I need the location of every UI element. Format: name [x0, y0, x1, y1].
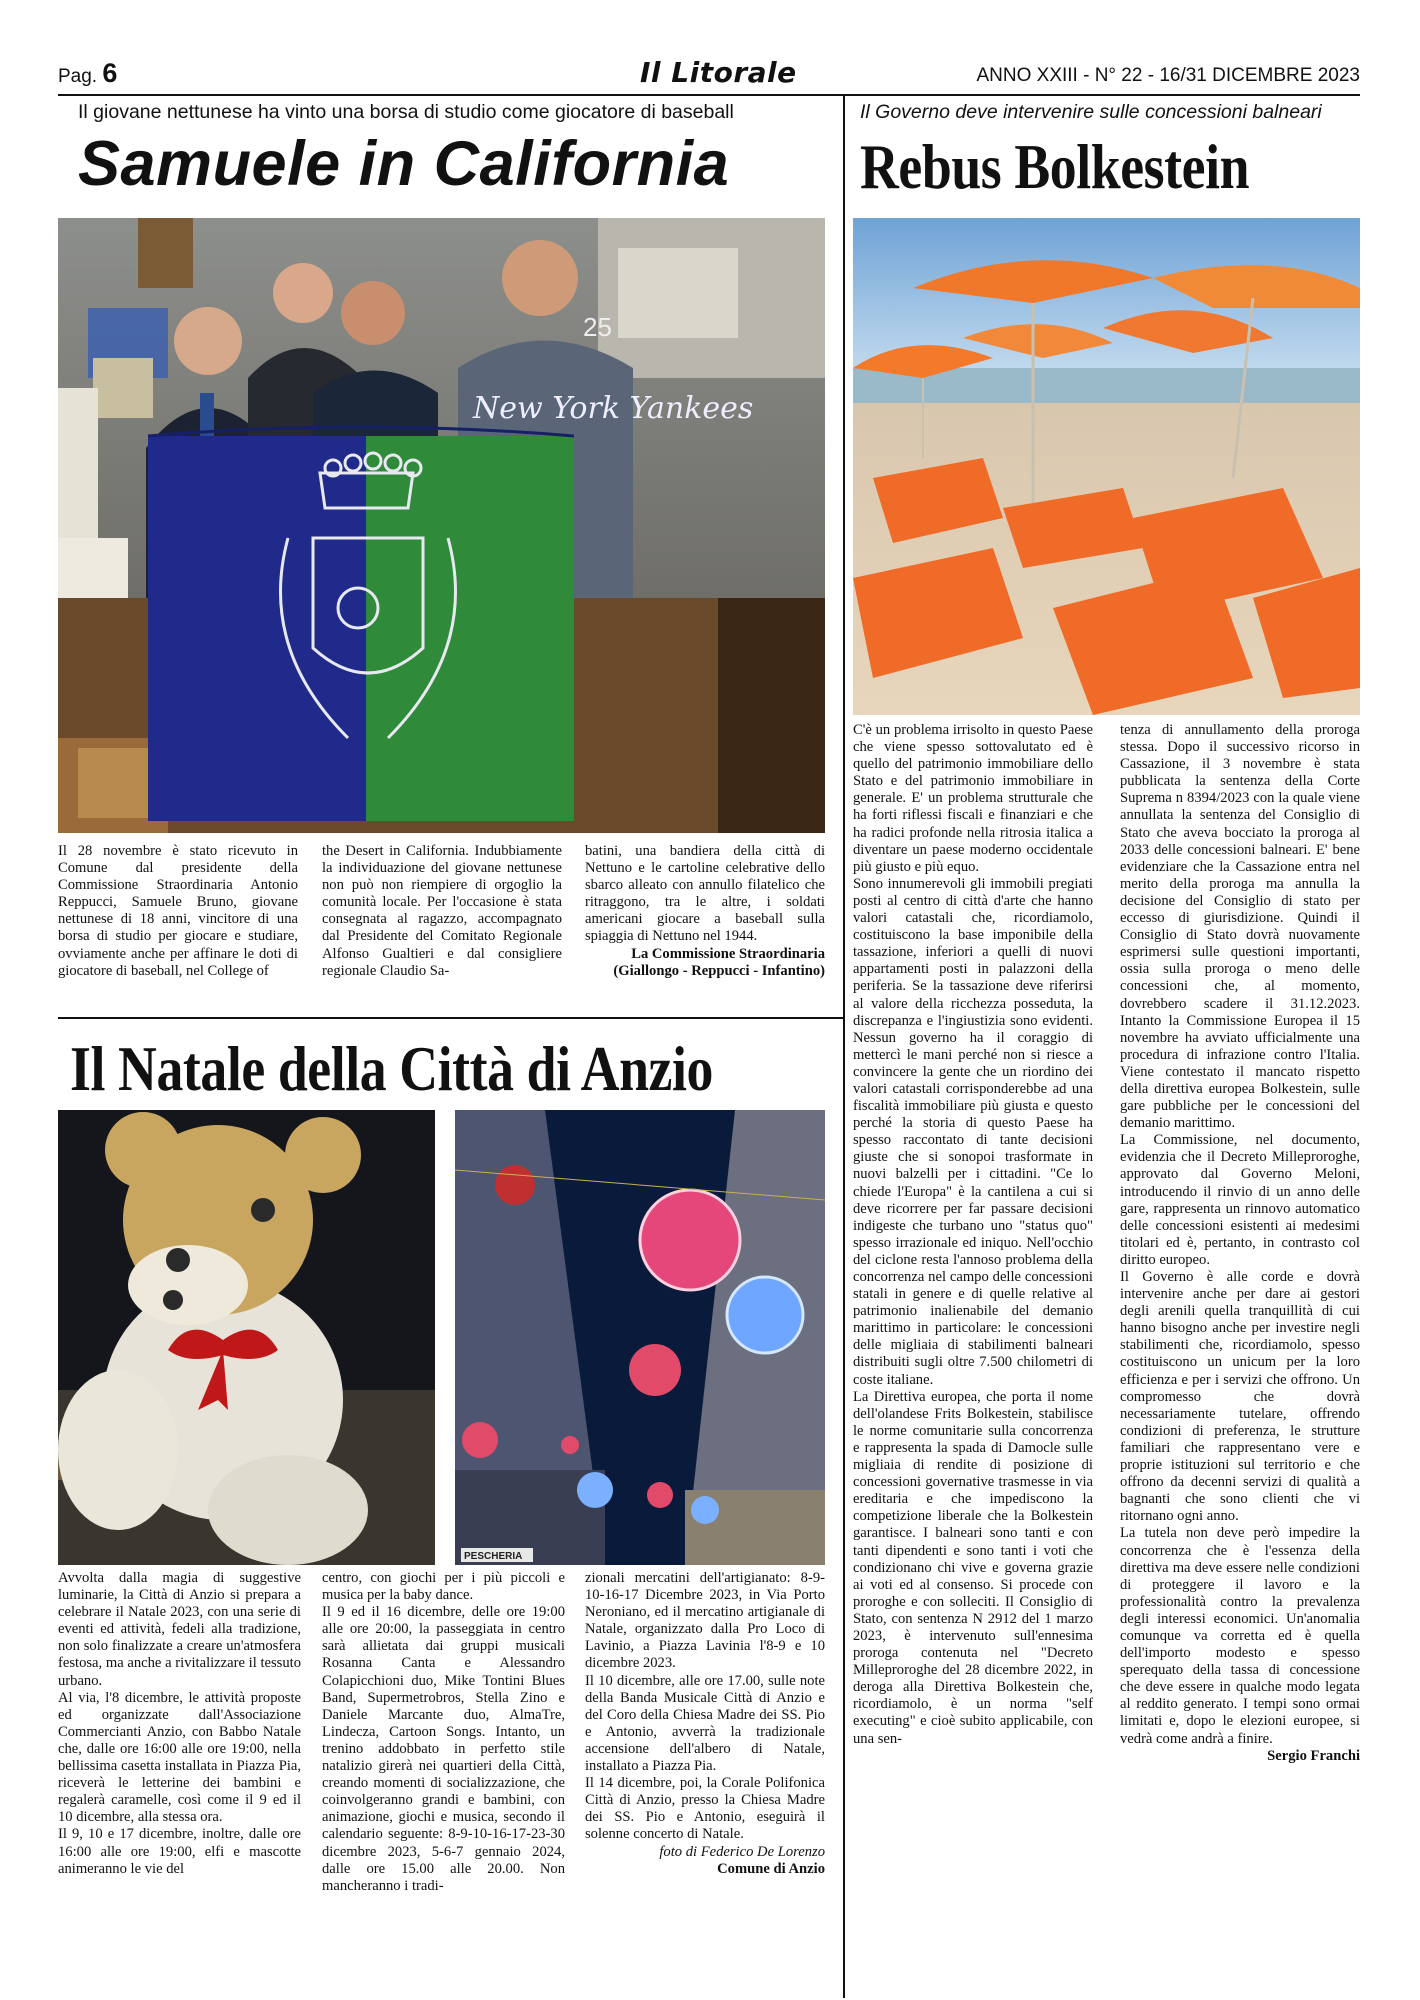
samuele-column-1 [58, 843, 298, 1013]
natale-col3-p2: Il 10 dicembre, alle ore 17.00, sulle note della Banda Musicale Città di Anzio e del Coro della Chiesa Madre dei SS. Pio e Antonio, avverrà la tradizionale accensione dell'albero di Natale, installato a Piazza Pia. [585, 1672, 825, 1775]
samuele-title: Samuele in California [78, 129, 730, 199]
street-lights-photo [455, 1110, 825, 1565]
teddy-bear-photo [58, 1110, 435, 1565]
header-rule [58, 94, 1360, 96]
samuele-photo-illustration [58, 218, 825, 833]
natale-column-3 [585, 1570, 825, 1995]
samuele-col3-text: batini, una bandiera della città di Nettuno e le cartoline celebrative dello sbarco alleato con annullo filatelico che ritraggono, tra le altre, i soldati americani giocare a baseball sulla spiaggia di Nettuno nel 1944. [585, 843, 825, 945]
samuele-signature: La Commissione Straordinaria [631, 945, 825, 962]
main-column-divider [843, 96, 845, 1998]
samuele-signature-names: (Giallongo - Reppucci - Infantino) [613, 962, 825, 979]
section-divider [58, 1017, 843, 1019]
samuele-col1-text: Il 28 novembre è stato ricevuto in Comune dal presidente della Commissione Straordinaria Antonio Reppucci, Samuele Bruno, giovane nettunese di 18 anni, vincitore di una borsa di studio per giocare e studiare, ovviamente anche per affinare le doti di giocatore di baseball, nel College of [58, 843, 298, 979]
natale-title: Il Natale della Città di Anzio [70, 1033, 713, 1104]
natale-col2-p2: Il 9 ed il 16 dicembre, delle ore 19:00 alle ore 20:00, la passeggiata in centro sarà allietata dai gruppi musicali Rosanna Canta e Alessandro Colapicchioni duo, Mike Tontini Blues Band, Supermetrobros, Stella Zino e Daniele Marcante duo, AlmaTre, Lindecza, Cartoon Songs. Intanto, un trenino addobbato in perfetto stile natalizio girerà nei quartieri della Città, creando momenti di socializzazione, che coinvolgeranno grandi e bambini, con animazione, giochi e musica, secondo il calendario seguente: 8-9-10-16-17-23-30 dicembre 2023, 5-6-7 gennaio 2024, dalle ore 15.00 alle 20.00. Non mancheranno i tradi- [322, 1604, 565, 1894]
street-lights-illustration [455, 1110, 825, 1565]
bolkestein-col1-p2: Sono innumerevoli gli immobili pregiati posti al centro di città d'arte che hanno valori catastali che, ricordiamolo, costituiscono la base imponibile della tassazione, inferiori a quelli di nuovi appartamenti posti in palazzoni della periferia. Se la tassazione deve riferirsi al valore della ricchezza posseduta, la discrepanza e l'ingiustizia sono evidenti. Nessun governo ha il coraggio di mettercì le mani perché non si riesce a convincere la gente che un riordino dei valori catastali corrisponderebbe ad una fiscalità immobiliare più giusta e questo perché la storia di questo Paese ha spesso raccontato di tante decisioni giuste che si sonopoi trasformate in nuovi balzelli per i cittadini. "Ce lo chiede l'Europa" è la cantilena a cui si deve ricorrere per far passare decisioni indigeste che turbano uno "status quo" spesso irrazionale ed iniquo. Nell'occhio del ciclone resta l'annoso problema della concorrenza nel campo delle concessioni statali in genere e di quelle relative al patrimonio inalienabile del demanio marittimo in particolare: le concessioni delle migliaia di stabilimenti balneari distribuiti sugli oltre 7.500 chilometri di coste italiane. [853, 875, 1093, 1388]
shirt-text: New York Yankees [473, 391, 754, 426]
natale-signature: Comune di Anzio [717, 1860, 825, 1877]
bolkestein-column-1 [853, 722, 1093, 1997]
bolkestein-col2-p4: La tutela non deve però impedire la concorrenza che è l'essenza della direttiva ma deve essere nelle condizioni di proteggere il lavoro e la professionalità contro la prevalenza degli interessi economici. Un'anomalia comunque va corretta ed è quella dell'importo modesto e spesso sperequato della tassa di concessione che deve essere in qualche modo legata al reddito generato. I tempi sono ormai limitati e, dopo le elezioni europee, si vedrà come andrà a finire. [1120, 1525, 1360, 1747]
bolkestein-col2-p2: La Commissione, nel documento, evidenzia che il Decreto Milleproroghe, approvato dal Governo Meloni, introducendo il rinvio di un anno delle gare, rappresenta un rinnovo automatico delle concessioni esistenti ai medesimi titolari ed è, pertanto, in contrasto col diritto europeo. [1120, 1132, 1360, 1268]
beach-illustration [853, 218, 1360, 715]
samuele-col2-text: the Desert in California. Indubbiamente la individuazione del giovane nettunese non può non riempiere di orgoglio la comunità locale. Per l'occasione è stata consegnata al ragazzo, accompagnato dal Presidente del Comitato Regionale Alfonso Gualtieri e dal consigliere regionale Claudio Sa- [322, 843, 562, 979]
issue-info: ANNO XXIII - N° 22 - 16/31 DICEMBRE 2023 [976, 65, 1360, 86]
samuele-column-3 [585, 843, 825, 1015]
samuele-photo [58, 218, 825, 833]
natale-col1-p1: Avvolta dalla magia di suggestive luminarie, la Città di Anzio si prepara a celebrare il Natale 2023, con una serie di eventi ed attività, fedeli alla tradizione, non solo finalizzate a creare un'atmosfera festosa, ma anche a rivitalizzare il tessuto urbano. [58, 1570, 301, 1689]
natale-column-2 [322, 1570, 565, 1990]
natale-col1-p2: Al via, l'8 dicembre, le attività proposte ed organizzate dall'Associazione Commercianti Anzio, con Babbo Natale che, dalle ore 16:00 alle ore 19:00, nella bellissima casetta installata in Piazza Pia, riceverà le letterine dei bambini e regalerà caramelle, così come il 9 ed il 10 dicembre, alla stessa ora. [58, 1689, 301, 1826]
bolkestein-title: Rebus Bolkestein [860, 131, 1250, 202]
natale-column-1 [58, 1570, 301, 1990]
beach-photo [853, 218, 1360, 715]
pescheria-sign: PESCHERIA [464, 1551, 523, 1562]
page-number: 6 [102, 58, 118, 88]
natale-col2-p1: centro, con giochi per i più piccoli e musica per la baby dance. [322, 1570, 565, 1604]
bolkestein-signature: Sergio Franchi [1267, 1747, 1360, 1764]
page-label [58, 58, 117, 89]
photo-number-text: 25 [583, 312, 612, 342]
natale-col3-p1: zionali mercatini dell'artigianato: 8-9-10-16-17 Dicembre 2023, in Via Porto Neroniano, ed il mercatino artigianale di Natale, organizzato dalla Pro Loco di Lavinio, a Piazza Lavinia l'8-9 e 10 dicembre 2023. [585, 1570, 825, 1672]
bolkestein-col1-p3: La Direttiva europea, che porta il nome dell'olandese Frits Bolkestein, stabilisce le norme comunitarie sulla concorrenza e rappresenta la spada di Damocle sulle migliaia di rendite di posizione di concessioni governative trasmesse in via ereditaria e che impediscono la competizione liberale che la Bolkestein garantisce. I balneari sono tanti e con tanti dipendenti e sono tanti i voti che condizionano chi vive e governa grazie ai voti ed al consenso. Si procede con proroghe e con solleciti. Il Consiglio di Stato, con sentenza N 2912 del 1 marzo 2023, è intervenuto sull'ennesima proroga contenuta nel "Decreto Milleproroghe del 28 dicembre 2022, in deroga alla Direttiva Bolkestein che, ricordiamolo, è un norma "self executing" e cioè subito applicabile, con una sen- [853, 1388, 1093, 1747]
photo-credit: foto di Federico De Lorenzo [659, 1843, 825, 1860]
teddy-bear-illustration [58, 1110, 435, 1565]
masthead: Il Litorale [640, 56, 797, 89]
bolkestein-kicker: Il Governo deve intervenire sulle concessioni balneari [860, 101, 1322, 123]
samuele-column-2 [322, 843, 562, 1013]
natale-col3-p3: Il 14 dicembre, poi, la Corale Polifonica Città di Anzio, presso la Chiesa Madre dei SS. Pio e Antonio, eseguirà il solenne concerto di Natale. [585, 1775, 825, 1843]
bolkestein-column-2 [1120, 722, 1360, 1997]
samuele-kicker: Il giovane nettunese ha vinto una borsa di studio come giocatore di baseball [78, 101, 734, 123]
natale-col1-p3: Il 9, 10 e 17 dicembre, inoltre, dalle ore 16:00 alle ore 19:00, elfi e mascotte animeranno le vie del [58, 1826, 301, 1877]
bolkestein-col2-p1: tenza di annullamento della proroga stessa. Dopo il successivo ricorso in Cassazione, il 3 novembre è stata pubblicata la sentenza della Corte Suprema n 8394/2023 con la quale viene annullata la sentenza del Consiglio di Stato che aveva bocciato la proroga al 2033 delle concessioni balneari. E' bene evidenziare che la Cassazione entra nel merito della proroga ma annulla la decisione del Consiglio di stato per eccesso di giurisdizione. Quindi il Consiglio di Stato dovrà nuovamente esprimersi sulle questioni importanti, ossia sulla proroga o meno delle concessioni che, al momento, dovrebbero scadere il 31.12.2023. Intanto la Commissione Europea il 15 novembre ha avviato ufficialmente una procedura di infrazione contro l'Italia. Viene contestato il mancato rispetto della direttiva europea Bolkestein, sulle gare pubbliche per le concessioni del demanio marittimo. [1120, 722, 1360, 1132]
bolkestein-col2-p3: Il Governo è alle corde e dovrà intervenire anche per dare ai gestori degli arenili quella tranquillità di cui hanno bisogno anche per investire negli stabilimenti che, ricordiamolo, spesso costituiscono un unicum per la loro efficienza e per i servizi che offrono. Un compromesso che dovrà necessariamente tutelare, offrendo condizioni di preferenza, le strutture familiari che rappresentano vere e proprie istituzioni sul territorio e che offrono da decenni servizi di qualità a bagnanti che sono clienti che vi ritornano ogni anno. [1120, 1269, 1360, 1525]
page-label-text: Pag. [58, 66, 98, 87]
bolkestein-col1-p1: C'è un problema irrisolto in questo Paese che viene spesso sottovalutato ed è quello del patrimonio immobiliare dello Stato e del patrimonio immobiliare in generale. E' un problema strutturale che ha forti riflessi fiscali e finanziari e che ha radici profonde nella ritrosia italica a diventare un paese moderno occidentale più giusto e più equo. [853, 722, 1093, 875]
